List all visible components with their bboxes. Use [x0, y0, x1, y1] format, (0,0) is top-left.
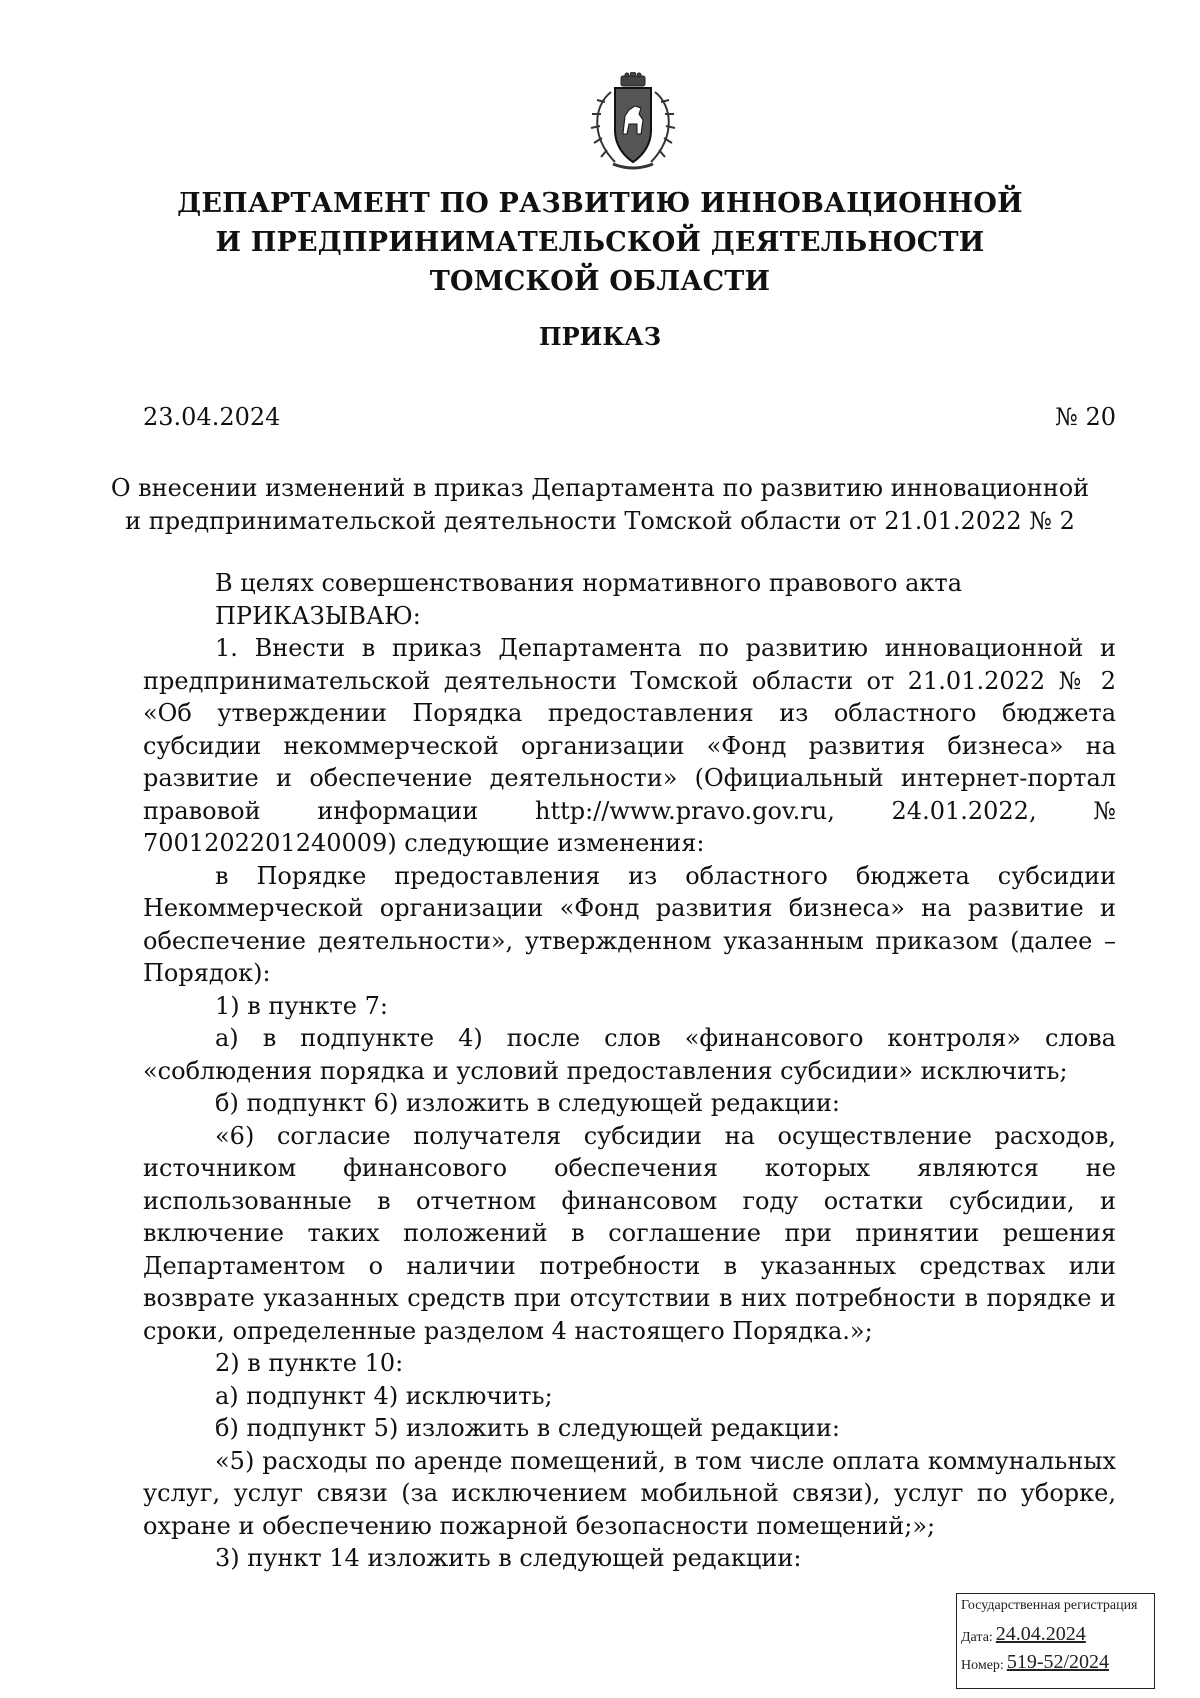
preamble-paragraph: В целях совершенствования нормативного правового акта [215, 569, 962, 597]
subitem-paragraph: 2) в пункте 10: [215, 1349, 404, 1377]
subitem-paragraph: б) подпункт 5) изложить в следующей редакции: [215, 1414, 840, 1442]
subitem-paragraph: а) в подпункте 4) после слов «финансового контроля» слова «соблюдения порядка и условий предоставления субсидии» исключить; [143, 1024, 1116, 1085]
subitem-paragraph: 1) в пункте 7: [215, 991, 388, 1020]
quoted-text-paragraph: «6) согласие получателя субсидии на осуществление расходов, источником финансового обеспечения которых являются не использованные в отчетном финансовом году остатки субсидии, и включение таких положений в соглашение при принятии решения Департаментом о наличии потребности в указанных средствах или возврате указанных средств при отсутствии в них потребности в порядке и сроки, определенные разделом 4 настоящего Порядка.»; [143, 1121, 1116, 1345]
order-number: № 20 [1055, 403, 1116, 431]
amendment-intro-paragraph: в Порядке предоставления из областного бюджета субсидии Некоммерческой организации «Фонд развития бизнеса» на развитие и обеспечение деятельности», утвержденном указанным приказом (далее – Порядок): [143, 861, 1116, 987]
quoted-text-paragraph: «5) расходы по аренде помещений, в том числе оплата коммунальных услуг, услуг связи (за исключением мобильной связи), услуг по уборке, охране и обеспечению пожарной безопасности помещений;»; [143, 1446, 1116, 1540]
registration-date-label: Дата: [961, 1630, 993, 1645]
registration-date-row [961, 1618, 1150, 1646]
subitem-paragraph: 3) пункт 14 изложить в следующей редакции: [215, 1544, 802, 1572]
order-directive: ПРИКАЗЫВАЮ: [215, 601, 421, 630]
registration-number-value: 519-52/2024 [1006, 1651, 1110, 1673]
department-title-line: ТОМСКОЙ ОБЛАСТИ [429, 266, 771, 297]
subitem-paragraph: а) подпункт 4) исключить; [215, 1381, 553, 1410]
subject-line: О внесении изменений в приказ Департамента по развитию инновационной [110, 474, 1090, 502]
item-1-paragraph: 1. Внести в приказ Департамента по развитию инновационной и предпринимательской деятельности Томской области от 21.01.2022 № 2 «Об утверждении Порядка предоставления из областного бюджета субсидии некоммерческой организации «Фонд развития бизнеса» на развитие и обеспечение деятельности» (Официальный интернет-портал правовой информации http://www.pravo.gov.ru, 24.01.2022, № 7001202201240009) следующие изменения: [143, 634, 1116, 857]
order-date: 23.04.2024 [143, 403, 281, 431]
subitem-paragraph: б) подпункт 6) изложить в следующей редакции: [215, 1089, 840, 1117]
order-subject [0, 472, 1200, 538]
registration-stamp [956, 1593, 1155, 1689]
registration-number-row [961, 1646, 1150, 1674]
department-title [0, 184, 1200, 301]
order-body [143, 567, 1116, 1575]
department-title-line: И ПРЕДПРИНИМАТЕЛЬСКОЙ ДЕЯТЕЛЬНОСТИ [215, 227, 985, 258]
registration-date-value: 24.04.2024 [995, 1623, 1086, 1645]
coat-of-arms-icon [577, 72, 689, 176]
document-type: ПРИКАЗ [538, 322, 662, 351]
department-title-line: ДЕПАРТАМЕНТ ПО РАЗВИТИЮ ИННОВАЦИОННОЙ [177, 188, 1023, 219]
subject-line: и предпринимательской деятельности Томской области от 21.01.2022 № 2 [125, 507, 1075, 535]
registration-stamp-title: Государственная регистрация [961, 1598, 1138, 1613]
registration-number-label: Номер: [961, 1658, 1004, 1673]
